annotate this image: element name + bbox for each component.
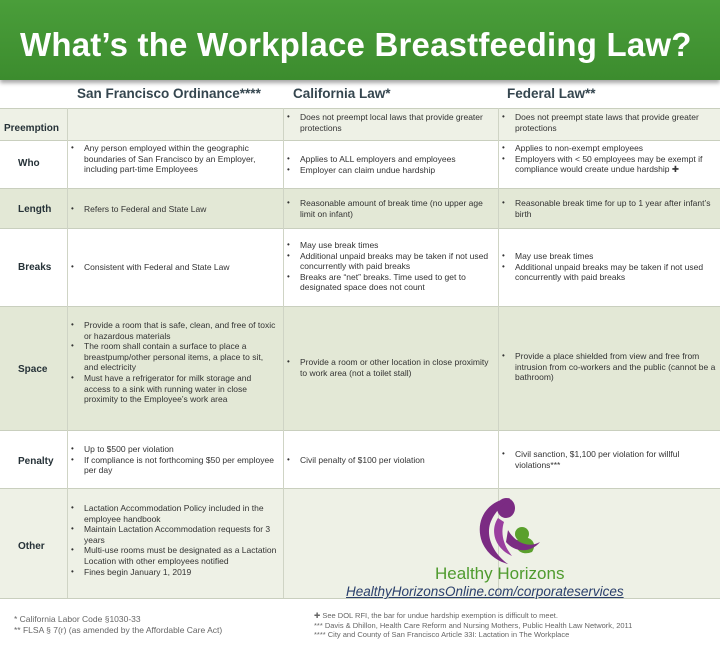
logo-url-link[interactable]: HealthyHorizonsOnline.com/corporateservices (346, 584, 624, 599)
bullet-item: • Reasonable amount of break time (no upper age limit on infant) (283, 198, 483, 219)
bullet-item: • Provide a room or other location in close proximity to work area (not a toilet stall) (283, 357, 495, 378)
row-label-breaks: Breaks (18, 262, 52, 273)
bullet-item: • Employer can claim undue hardship (283, 165, 495, 176)
cell-space-sf (67, 320, 279, 405)
footnote-line: *** Davis & Dhillon, Health Care Reform and Nursing Mothers, Public Health Law Network, 2011 (314, 620, 633, 630)
cell-breaks-sf (67, 262, 279, 273)
bullet-item: • Civil sanction, $1,100 per violation for willful violations*** (498, 449, 716, 470)
cell-space-fed (498, 351, 716, 383)
column-header-fed: Federal Law** (507, 86, 596, 101)
bullet-item: • Additional unpaid breaks may be taken if not used concurrently with paid breaks (283, 251, 495, 272)
bullet-item: • Up to $500 per violation (67, 444, 279, 455)
bullet-item: • Does not preempt state laws that provide greater protections (498, 112, 716, 133)
bullet-item: • Reasonable break time for up to 1 year after infant’s birth (498, 198, 712, 219)
cell-who-fed (498, 143, 716, 175)
bullet-item: • Applies to ALL employers and employees (283, 154, 495, 165)
cell-length-ca (283, 198, 483, 219)
cell-penalty-sf (67, 444, 279, 476)
bullet-item: • Additional unpaid breaks may be taken if not used concurrently with paid breaks (498, 262, 716, 283)
footnote-line: **** City and County of San Francisco Article 33I: Lactation in The Workplace (314, 630, 570, 639)
mother-baby-logo-icon (460, 490, 580, 570)
bullet-item: • Does not preempt local laws that provide greater protections (283, 112, 495, 133)
cell-length-fed (498, 198, 712, 219)
row-divider (0, 488, 720, 489)
row-label-other: Other (18, 541, 45, 552)
row-label-preemption: Preemption (4, 123, 60, 134)
cell-length-sf (67, 204, 279, 215)
row-divider (0, 108, 720, 109)
bullet-item: • If compliance is not forthcoming $50 per employee per day (67, 455, 279, 476)
bullet-item: • Breaks are “net” breaks. Time used to get to designated space does not count (283, 272, 495, 293)
bullet-item: • May use break times (498, 251, 716, 262)
bullet-item: • Must have a refrigerator for milk storage and access to a sink with running water in close proximity to the Employee’s work area (67, 373, 279, 405)
cell-penalty-ca (283, 455, 495, 466)
bullet-item: • Consistent with Federal and State Law (67, 262, 279, 273)
bullet-item: • Civil penalty of $100 per violation (283, 455, 495, 466)
bullet-item: • Multi-use rooms must be designated as a Lactation Location with other employees notified (67, 545, 279, 566)
cell-other-sf (67, 503, 279, 577)
logo-name: Healthy Horizons (435, 564, 565, 583)
row-divider (0, 228, 720, 229)
footnote-line: ✚ See DOL RFI, the bar for undue hardship exemption is difficult to meet. (314, 611, 558, 620)
bullet-item: • Refers to Federal and State Law (67, 204, 279, 215)
row-label-space: Space (18, 364, 48, 375)
cell-space-ca (283, 357, 495, 378)
bullet-item: • Provide a room that is safe, clean, and free of toxic or hazardous materials (67, 320, 279, 341)
bullet-item: • Fines begin January 1, 2019 (67, 567, 279, 578)
row-divider (0, 306, 720, 307)
title-banner (0, 0, 720, 80)
cell-penalty-fed (498, 449, 716, 470)
healthy-horizons-logo (330, 490, 670, 600)
column-divider (283, 108, 284, 598)
bullet-item: • Any person employed within the geographic boundaries of San Francisco by an Employer, including part-time Employees (67, 143, 279, 175)
cell-who-sf (67, 143, 279, 175)
row-label-penalty: Penalty (18, 456, 54, 467)
footnote-line: ** FLSA § 7(r) (as amended by the Affordable Care Act) (14, 625, 223, 635)
row-label-length: Length (18, 204, 52, 215)
row-divider (0, 430, 720, 431)
row-label-who: Who (18, 158, 40, 169)
bullet-item: • Employers with < 50 employees may be exempt if compliance would create undue hardship ✚ (498, 154, 716, 175)
cell-breaks-fed (498, 251, 716, 283)
row-divider (0, 188, 720, 189)
column-header-ca: California Law* (293, 86, 391, 101)
bullet-item: • Maintain Lactation Accommodation requests for 3 years (67, 524, 279, 545)
footnote-line: * California Labor Code §1030-33 (14, 614, 141, 624)
row-divider (0, 140, 720, 141)
column-header-sf: San Francisco Ordinance**** (77, 86, 261, 101)
bullet-item: • Provide a place shielded from view and free from intrusion from co-workers and the public (cannot be a bathroom) (498, 351, 716, 383)
bullet-item: • The room shall contain a surface to place a breastpump/other personal items, a place to sit, and electricity (67, 341, 279, 373)
page-title: What’s the Workplace Breastfeeding Law? (20, 26, 692, 63)
bullet-item: • Lactation Accommodation Policy included in the employee handbook (67, 503, 279, 524)
bullet-item: • May use break times (283, 240, 495, 251)
bullet-item: • Applies to non-exempt employees (498, 143, 716, 154)
footnote-left (14, 614, 222, 636)
cell-preemption-fed (498, 112, 716, 133)
footnote-right (314, 611, 632, 640)
cell-preemption-ca (283, 112, 495, 133)
cell-breaks-ca (283, 240, 495, 293)
cell-who-ca (283, 154, 495, 175)
